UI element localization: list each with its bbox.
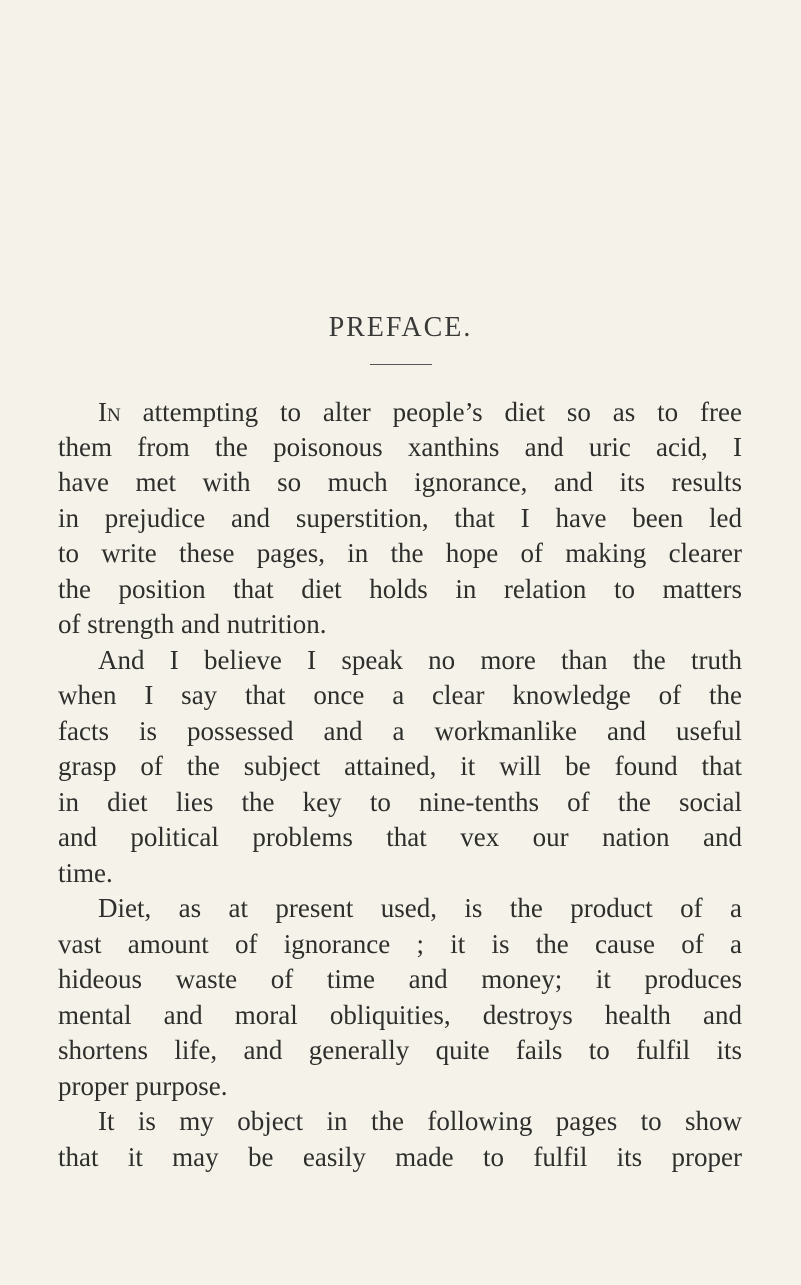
text-line: in diet lies the key to nine-tenths of the social xyxy=(58,787,742,817)
text-line: vast amount of ignorance ; it is the cause of a xyxy=(58,929,742,959)
text-line: and political problems that vex our nation and xyxy=(58,822,742,852)
text-line: the position that diet holds in relation to matters xyxy=(58,574,742,604)
text-line: of strength and nutrition. xyxy=(58,609,327,639)
text-line: grasp of the subject attained, it will be found that xyxy=(58,751,742,781)
text-line: shortens life, and generally quite fails to fulfil its xyxy=(58,1035,742,1065)
text-line: when I say that once a clear knowledge of the xyxy=(58,680,742,710)
text-line: that it may be easily made to fulfil its proper xyxy=(58,1142,742,1172)
text-line: them from the poisonous xanthins and uric acid, I xyxy=(58,432,742,462)
text-line: Diet, as at present used, is the product of a xyxy=(98,893,742,923)
text-line: It is my object in the following pages to show xyxy=(98,1106,742,1136)
text-line: have met with so much ignorance, and its results xyxy=(58,467,742,497)
text-line xyxy=(98,395,742,429)
text-line: And I believe I speak no more than the truth xyxy=(98,645,742,675)
text-line: time. xyxy=(58,858,113,888)
line-text: attempting to alter people’s diet so as to free xyxy=(120,397,742,427)
text-line: facts is possessed and a workmanlike and useful xyxy=(58,716,742,746)
text-line: to write these pages, in the hope of making clearer xyxy=(58,538,742,568)
text-line: proper purpose. xyxy=(58,1071,228,1101)
text-line: in prejudice and superstition, that I have been led xyxy=(58,503,742,533)
text-line: mental and moral obliquities, destroys health and xyxy=(58,1000,742,1030)
title-rule xyxy=(370,364,432,365)
page-title: PREFACE. xyxy=(328,312,473,343)
drop-word: In xyxy=(98,397,121,427)
text-line: hideous waste of time and money; it produces xyxy=(58,964,742,994)
